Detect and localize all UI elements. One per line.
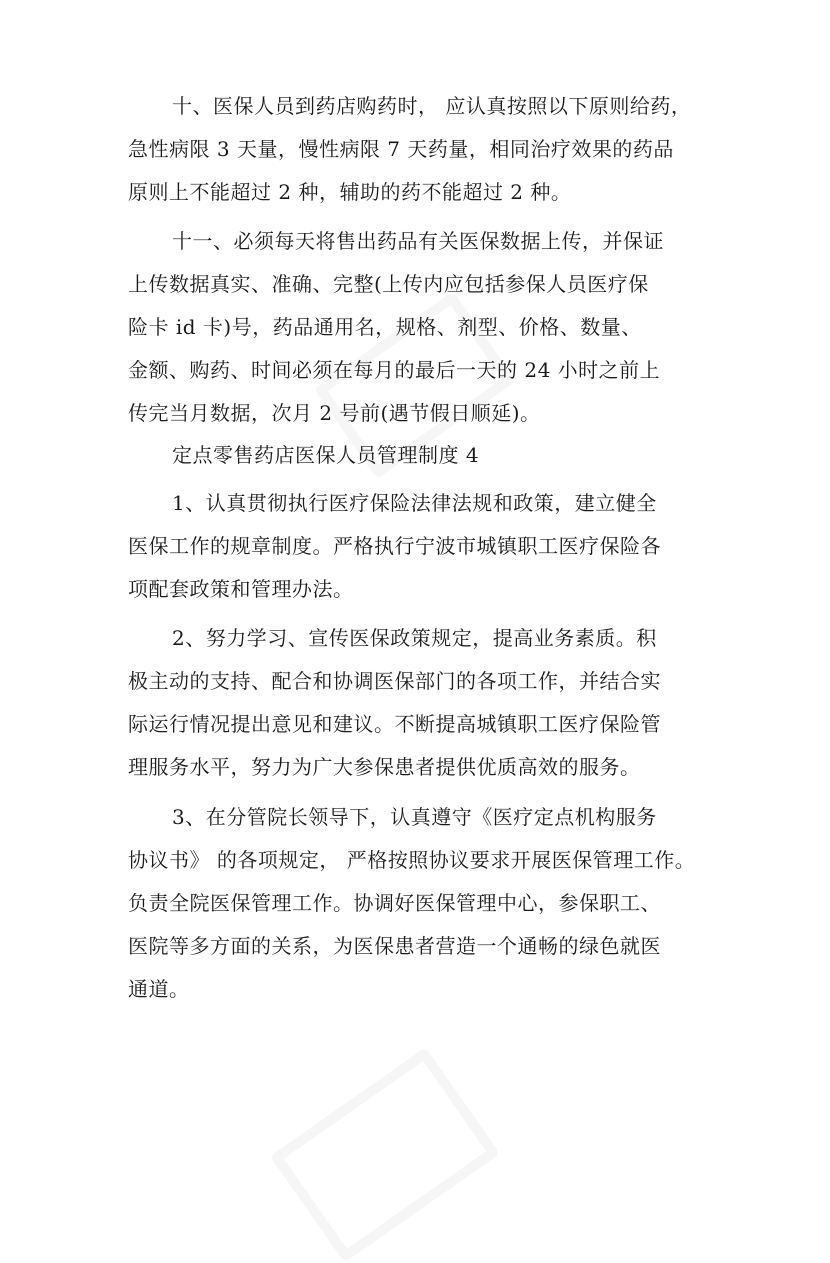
paragraph-11-line-2: 上传数据真实、准确、完整(上传内应包括参保人员医疗保 <box>128 272 649 296</box>
item-2-line-4: 理服务水平，努力为广大参保患者提供优质高效的服务。 <box>128 755 641 779</box>
item-3-line-1: 3、在分管院长领导下，认真遵守《医疗定点机构服务 <box>172 805 657 829</box>
item-2-line-2: 极主动的支持、配合和协调医保部门的各项工作，并结合实 <box>128 669 661 693</box>
item-3-line-5: 通道。 <box>128 977 190 1001</box>
item-1-line-1: 1、认真贯彻执行医疗保险法律法规和政策，建立健全 <box>172 491 657 515</box>
item-3-line-2: 协议书》 的各项规定， 严格按照协议要求开展医保管理工作。 <box>128 848 696 872</box>
item-1-line-2: 医保工作的规章制度。严格执行宁波市城镇职工医疗保险各 <box>128 534 661 558</box>
paragraph-10-line-3: 原则上不能超过 2 种，辅助的药不能超过 2 种。 <box>128 180 572 204</box>
paragraph-10-line-2: 急性病限 3 天量，慢性病限 7 天药量，相同治疗效果的药品 <box>128 137 674 161</box>
item-2-line-1: 2、努力学习、宣传医保政策规定，提高业务素质。积 <box>172 626 657 650</box>
item-3-line-4: 医院等多方面的关系，为医保患者营造一个通畅的绿色就医 <box>128 934 661 958</box>
watermark-mark <box>270 1047 500 1262</box>
section-heading: 定点零售药店医保人员管理制度 4 <box>172 443 480 467</box>
item-2-line-3: 际运行情况提出意见和建议。不断提高城镇职工医疗保险管 <box>128 712 661 736</box>
paragraph-11-line-5: 传完当月数据，次月 2 号前(遇节假日顺延)。 <box>128 401 541 425</box>
item-3-line-3: 负责全院医保管理工作。协调好医保管理中心，参保职工、 <box>128 891 661 915</box>
item-1-line-3: 项配套政策和管理办法。 <box>128 577 354 601</box>
paragraph-10-line-1: 十、医保人员到药店购药时， 应认真按照以下原则给药， <box>172 94 692 118</box>
paragraph-11-line-4: 金额、购药、时间必须在每月的最后一天的 24 小时之前上 <box>128 358 661 382</box>
paragraph-11-line-1: 十一、必须每天将售出药品有关医保数据上传，并保证 <box>172 229 664 253</box>
paragraph-11-line-3: 险卡 id 卡)号，药品通用名，规格、剂型、价格、数量、 <box>128 315 642 339</box>
